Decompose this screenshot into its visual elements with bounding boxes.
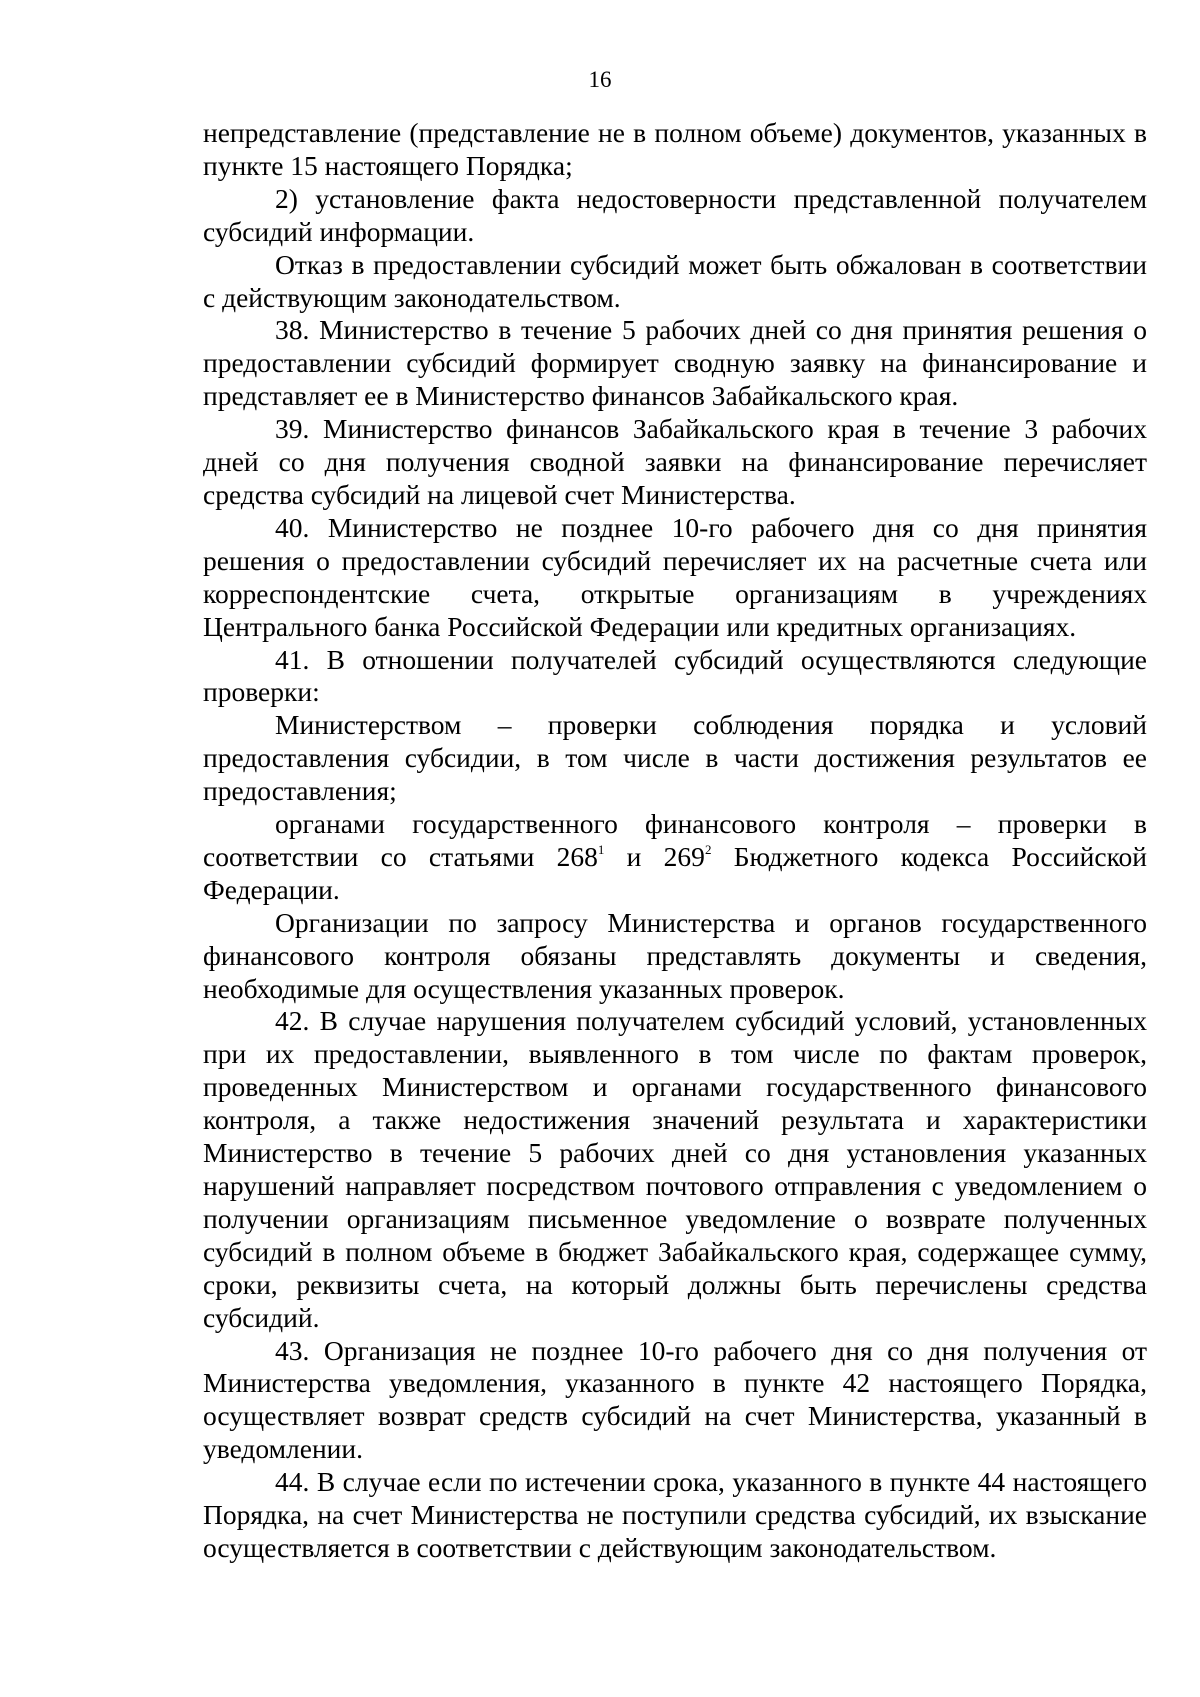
paragraph-40: 40. Министерство не позднее 10-го рабочего дня со дня принятия решения о предоставлении субсидий перечисляет их на расчетные счета или корреспондентские счета, открытые организациям в учреждениях Центрального банка Российской Федерации или кредитных организациях. [203,511,1147,642]
paragraph-text-part: и 269 [604,840,705,872]
paragraph-39: 39. Министерство финансов Забайкальского края в течение 3 рабочих дней со дня получения сводной заявки на финансирование перечисляет средства субсидий на лицевой счет Министерства. [203,413,1147,510]
paragraph-financial-control-checks [203,808,1147,907]
paragraph-38: 38. Министерство в течение 5 рабочих дней со дня принятия решения о предоставлении субсидий формирует сводную заявку на финансирование и представляет ее в Министерство финансов Забайкальского края. [203,314,1147,412]
superscript: 2 [704,841,712,857]
paragraph-organizations-obligation: Организации по запросу Министерства и органов государственного финансового контроля обязаны представлять документы и сведения, необходимые для осуществления указанных проверок. [203,906,1147,1004]
paragraph-item-2: 2) установление факта недостоверности представленной получателем субсидий информации. [203,182,1147,247]
superscript: 1 [597,841,605,857]
page-number: 16 [588,67,612,92]
paragraph-text-part: Бюджетного кодекса Российской Федерации. [203,840,1147,905]
paragraph-appeal: Отказ в предоставлении субсидий может быть обжалован в соответствии с действующим законодательством. [203,248,1147,313]
paragraph-42: 42. В случае нарушения получателем субсидий условий, установленных при их предоставлении, выявленного в том числе по фактам проверок, проведенных Министерством и органами государственного финансового контроля, а также недостижения значений результата и характеристики Министерство в течение 5 рабочих дней со дня установления указанных нарушений направляет посредством почтового отправления с уведомлением о получении организациям письменное уведомление о возврате полученных субсидий в полном объеме в бюджет Забайкальского края, содержащее сумму, сроки, реквизиты счета, на который должны быть перечислены средства субсидий. [203,1005,1147,1333]
paragraph-continuation: непредставление (представление не в полном объеме) документов, указанных в пункте 15 настоящего Порядка; [203,117,1147,181]
paragraph-43: 43. Организация не позднее 10-го рабочего дня со дня получения от Министерства уведомления, указанного в пункте 42 настоящего Порядка, осуществляет возврат средств субсидий на счет Министерства, указанный в уведомлении. [203,1334,1147,1465]
paragraph-44: 44. В случае если по истечении срока, указанного в пункте 44 настоящего Порядка, на счет Министерства не поступили средства субсидий, их взыскание осуществляется в соответствии с действующим законодательством. [203,1466,1147,1563]
paragraph-text-part: органами государственного финансового контроля – проверки в соответствии со статьями 268 [203,808,1147,872]
document-body [203,117,1147,1565]
paragraph-ministry-checks: Министерством – проверки соблюдения порядка и условий предоставления субсидии, в том числе в части достижения результатов ее предоставления; [203,709,1147,807]
paragraph-41: 41. В отношении получателей субсидий осуществляются следующие проверки: [203,643,1147,708]
